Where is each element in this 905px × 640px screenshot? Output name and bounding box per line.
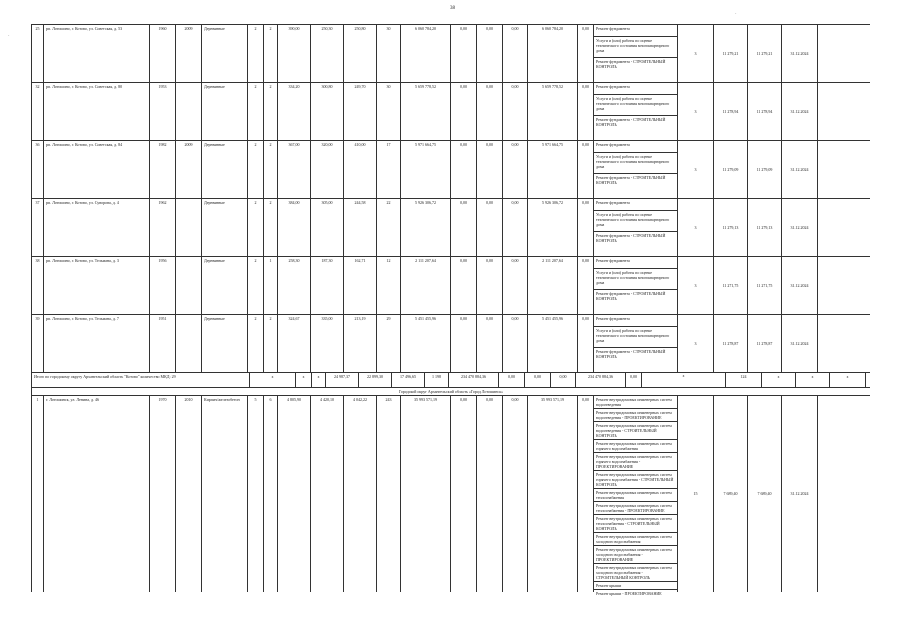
entrances-cell: 1 [264,257,278,314]
fund-cell: 0,00 [477,25,503,82]
fund-cell: 0,00 [451,199,477,256]
wall-material-cell: Кирпич/железобетон [202,396,248,592]
table-row [32,141,870,199]
residential-area-cell: 187,30 [311,257,344,314]
max-unit-cost-cell: 11 279,21 [748,25,782,82]
work-item: Ремонт внутридомовых инженерных систем горячего водоснабжения [594,440,677,453]
fund-cell: 0,00 [503,199,528,256]
work-item: Ремонт фундамента - СТРОИТЕЛЬНЫЙ КОНТРОЛЬ [596,117,666,127]
year-built-cell: 1956 [150,257,176,314]
year-overhaul-cell: 2010 [176,396,202,592]
private-area-cell: 410,00 [344,141,377,198]
work-item: Ремонт фундамента [594,257,677,269]
total-area-cell: 390,00 [278,25,311,82]
private-area-cell: 17 496,65 [392,373,425,387]
max-unit-cost-cell: 11 278,87 [748,315,782,372]
entrances-cell: 2 [264,83,278,140]
total-area-cell: 334,20 [278,83,311,140]
works-cell [594,83,678,140]
work-item: Ремонт фундамента - СТРОИТЕЛЬНЫЙ КОНТРОЛЬ [596,349,666,359]
fund-cell: 0,00 [451,25,477,82]
dash-cell: x [830,373,866,387]
deadline-cell: 31.12.2024 [782,257,818,314]
address-cell: рп. Лотошино, г. Котово, ул. Тельмана, д. 3 [44,257,150,314]
unit-cost-cell: 11 278,94 [714,83,748,140]
fund-cell: 0,00 [477,141,503,198]
deadline-cell: 31.12.2024 [782,396,818,592]
residential-area-cell: 22 899,30 [359,373,392,387]
total-cost-cell: 2 111 207,64 [528,257,578,314]
entrances-cell: 2 [264,25,278,82]
year-built-cell: 1970 [150,396,176,592]
residents-cell: 1 198 [425,373,449,387]
total-area-cell: 384,00 [278,199,311,256]
works-dash: x [642,373,726,387]
work-item: Ремонт внутридомовых инженерных систем холодного водоснабжения - СТРОИТЕЛЬНЫЙ КОНТРОЛЬ [594,564,677,582]
year-built-cell: 1962 [150,199,176,256]
deadline-cell: 31.12.2024 [782,315,818,372]
work-item: Ремонт внутридомовых инженерных систем водоотведения - ПРОЕКТИРОВАНИЕ [594,409,677,422]
unit-cost-cell: 7 689,40 [714,396,748,592]
total-cost-cell: 5 926 306,72 [528,199,578,256]
work-item: Услуги и (или) работы по оценке технического состояния многоквартирного дома [594,327,677,348]
cost-cell: 5 926 306,72 [401,199,451,256]
quantity-cell: 3 [678,25,714,82]
deadline-cell: 31.12.2024 [782,199,818,256]
year-built-cell: 1982 [150,141,176,198]
wall-material-cell: Деревянные [202,25,248,82]
fund-cell: 0,00 [451,396,477,592]
fund-cell: 0,00 [477,315,503,372]
fund-cell: 0,00 [525,373,551,387]
other-cell: 0,00 [578,257,594,314]
unit-cost-cell: 11 271,75 [714,257,748,314]
fund-cell: 0,00 [503,257,528,314]
works-cell [594,257,678,314]
fund-cell: 0,00 [477,257,503,314]
max-unit-cost-cell: 11 278,94 [748,83,782,140]
row-number: 39 [32,315,44,372]
deadline-cell: 31.12.2024 [782,83,818,140]
floors-cell: 5 [248,396,264,592]
residential-area-cell: 320,00 [311,141,344,198]
total-cost-cell: 35 993 571,19 [528,396,578,592]
fund-cell: 0,00 [451,83,477,140]
other-cell: 0,00 [578,83,594,140]
fund-cell: 0,00 [503,315,528,372]
total-area-cell: 324,67 [278,315,311,372]
cost-cell: 35 993 571,19 [401,396,451,592]
address-cell: рп. Лотошино, г. Котово, ул. Суворова, д. 4 [44,199,150,256]
works-cell [594,396,678,596]
work-item: Ремонт внутридомовых инженерных систем холодного водоснабжения [594,533,677,546]
total-cost-cell: 234 470 884,36 [576,373,626,387]
work-item: Услуги и (или) работы по оценке технического состояния многоквартирного дома [594,269,677,290]
dash-cell: x [796,373,830,387]
works-cell [594,315,678,372]
total-cost-cell: 5 659 778,52 [528,83,578,140]
work-item: Услуги и (или) работы по оценке технического состояния многоквартирного дома [594,37,677,58]
private-area-cell: 244,58 [344,199,377,256]
private-area-cell: 162,71 [344,257,377,314]
row-number: 36 [32,141,44,198]
work-item: Ремонт фундамента [594,141,677,153]
table-row [32,199,870,257]
table-row [32,25,870,83]
private-area-cell: 249,70 [344,83,377,140]
section-title: Городской округ Архангельский область «Город Лотошинск» [32,388,870,396]
total-area-cell: 367,00 [278,141,311,198]
work-item: Ремонт фундамента [594,25,677,37]
other-cell: 0,00 [626,373,642,387]
residents-cell: 22 [377,199,401,256]
entrances-cell: 2 [264,199,278,256]
total-cost-cell: 5 971 664,75 [528,141,578,198]
work-item: Ремонт крыши [594,582,677,590]
work-item: Ремонт фундамента [594,315,677,327]
other-cell: 0,00 [578,396,594,592]
entrances-cell: 6 [264,396,278,592]
dash-cell: x [250,373,296,387]
scan-speck: · [735,12,737,17]
year-built-cell: 1960 [150,25,176,82]
other-cell: 0,00 [578,199,594,256]
fund-cell: 0,00 [477,396,503,592]
total-area-cell: 4 805,90 [278,396,311,592]
max-unit-cost-cell: 11 279,13 [748,199,782,256]
work-item: Ремонт внутридомовых инженерных систем водоотведения [594,396,677,409]
work-item: Услуги и (или) работы по оценке технического состояния многоквартирного дома [594,153,677,174]
work-item: Ремонт фундамента [594,83,677,95]
private-area-cell: 4 042,22 [344,396,377,592]
fund-cell: 0,00 [503,83,528,140]
quantity-cell: 3 [678,257,714,314]
other-cell: 0,00 [578,141,594,198]
floors-cell: 2 [248,141,264,198]
other-cell: 0,00 [578,315,594,372]
max-unit-cost-cell: 11 279,09 [748,141,782,198]
row-number: 38 [32,257,44,314]
table-row [32,315,870,373]
year-built-cell: 1951 [150,315,176,372]
work-item: Ремонт фундамента - СТРОИТЕЛЬНЫЙ КОНТРОЛЬ [596,233,666,243]
wall-material-cell: Деревянные [202,257,248,314]
work-item: Ремонт внутридомовых инженерных систем горячего водоснабжения - ПРОЕКТИРОВАНИЕ [594,453,677,471]
fund-cell: 0,00 [451,141,477,198]
floors-cell: 2 [248,257,264,314]
total-area-cell: 24 987,37 [326,373,359,387]
total-row [32,373,870,388]
table-row [32,396,870,596]
work-item: Ремонт крыши - ПРОЕКТИРОВАНИЕ [596,591,662,596]
address-cell: рп. Лотошино, г. Котово, ул. Советская, д. 53 [44,25,150,82]
year-overhaul-cell: 2009 [176,25,202,82]
year-built-cell: 1953 [150,83,176,140]
residents-cell: 30 [377,83,401,140]
year-overhaul-cell: 2009 [176,141,202,198]
wall-material-cell: Деревянные [202,199,248,256]
work-item: Ремонт фундамента - СТРОИТЕЛЬНЫЙ КОНТРОЛЬ [596,175,666,185]
wall-material-cell: Деревянные [202,141,248,198]
work-item: Ремонт фундамента [594,199,677,211]
address-cell: рп. Лотошино, г. Котово, ул. Тельмана, д. 7 [44,315,150,372]
floors-cell: 2 [248,25,264,82]
private-area-cell: 213,19 [344,315,377,372]
wall-material-cell: Деревянные [202,315,248,372]
unit-cost-cell: 11 279,09 [714,141,748,198]
row-number: 32 [32,83,44,140]
cost-cell: 2 111 207,64 [401,257,451,314]
max-unit-cost-cell: 7 689,40 [748,396,782,592]
residential-area-cell: 335,00 [311,315,344,372]
fund-cell: 0,00 [503,25,528,82]
residential-area-cell: 250,30 [311,25,344,82]
max-unit-cost-cell: 11 271,75 [748,257,782,314]
residents-cell: 29 [377,315,401,372]
fund-cell: 0,00 [451,257,477,314]
residents-cell: 12 [377,257,401,314]
fund-cell: 0,00 [551,373,576,387]
residents-cell: 30 [377,25,401,82]
work-item: Ремонт внутридомовых инженерных систем теплоснабжения - СТРОИТЕЛЬНЫЙ КОНТРОЛЬ [594,515,677,533]
fund-cell: 0,00 [503,396,528,592]
cost-cell: 5 451 455,96 [401,315,451,372]
works-cell [594,25,678,82]
unit-cost-cell: 11 279,21 [714,25,748,82]
residential-area-cell: 305,00 [311,199,344,256]
quantity-cell: 15 [678,396,714,592]
table-row [32,83,870,141]
quantity-cell: 3 [678,83,714,140]
floors-cell: 2 [248,83,264,140]
quantity-cell: 3 [678,315,714,372]
quantity-cell: 3 [678,141,714,198]
works-cell [594,199,678,256]
unit-cost-cell: 11 279,13 [714,199,748,256]
wall-material-cell: Деревянные [202,83,248,140]
work-item: Ремонт внутридомовых инженерных систем холодного водоснабжения - ПРОЕКТИРОВАНИЕ [594,546,677,564]
unit-cost-cell: 11 278,87 [714,315,748,372]
fund-cell: 0,00 [499,373,525,387]
work-item: Услуги и (или) работы по оценке технического состояния многоквартирного дома [594,95,677,116]
floors-cell: 2 [248,199,264,256]
repair-program-table [31,24,870,596]
work-item: Ремонт внутридомовых инженерных систем водоотведения - СТРОИТЕЛЬНЫЙ КОНТРОЛЬ [594,422,677,440]
dash-cell: x [312,373,326,387]
residential-area-cell: 300,80 [311,83,344,140]
total-cost-cell: 5 451 455,96 [528,315,578,372]
work-item: Ремонт внутридомовых инженерных систем теплоснабжения [594,489,677,502]
cost-cell: 234 470 884,36 [449,373,499,387]
year-overhaul-cell [176,83,202,140]
work-item: Ремонт фундамента - СТРОИТЕЛЬНЫЙ КОНТРОЛЬ [596,291,666,301]
year-overhaul-cell [176,315,202,372]
quantity-cell: 124 [726,373,762,387]
table-row [32,257,870,315]
scan-speck: · [8,34,10,39]
deadline-cell: 31.12.2024 [782,25,818,82]
row-number: 25 [32,25,44,82]
work-item: Ремонт фундамента - СТРОИТЕЛЬНЫЙ КОНТРОЛЬ [596,59,666,69]
total-area-cell: 258,30 [278,257,311,314]
private-area-cell: 250,80 [344,25,377,82]
fund-cell: 0,00 [477,199,503,256]
entrances-cell: 2 [264,141,278,198]
other-cell: 0,00 [578,25,594,82]
row-number: 1 [32,396,44,592]
cost-cell: 6 060 784,20 [401,25,451,82]
deadline-cell: 31.12.2024 [782,141,818,198]
works-cell [594,141,678,198]
entrances-cell: 2 [264,315,278,372]
residents-cell: 17 [377,141,401,198]
quantity-cell: 3 [678,199,714,256]
work-item: Услуги и (или) работы по оценке технического состояния многоквартирного дома [594,211,677,232]
dash-cell: x [762,373,796,387]
fund-cell: 0,00 [477,83,503,140]
work-item: Ремонт внутридомовых инженерных систем теплоснабжения - ПРОЕКТИРОВАНИЕ [594,502,677,515]
page-number: 38 [450,6,455,11]
address-cell: рп. Лотошино, г. Котово, ул. Советская, д. 80 [44,83,150,140]
fund-cell: 0,00 [451,315,477,372]
total-cost-cell: 6 060 784,20 [528,25,578,82]
floors-cell: 2 [248,315,264,372]
fund-cell: 0,00 [503,141,528,198]
year-overhaul-cell [176,199,202,256]
row-number: 37 [32,199,44,256]
work-item: Ремонт внутридомовых инженерных систем горячего водоснабжения - СТРОИТЕЛЬНЫЙ КОНТРОЛЬ [594,471,677,489]
address-cell: г. Лотошинск, ул. Ленина, д. 46 [44,396,150,592]
address-cell: рп. Лотошино, г. Котово, ул. Советская, д. 84 [44,141,150,198]
year-overhaul-cell [176,257,202,314]
cost-cell: 5 659 778,52 [401,83,451,140]
residents-cell: 243 [377,396,401,592]
dash-cell: x [296,373,312,387]
cost-cell: 5 971 664,75 [401,141,451,198]
residential-area-cell: 4 420,10 [311,396,344,592]
total-label: Итого по городскому округу Архангельский область "Котово" количество МКД: 29 [32,373,250,387]
